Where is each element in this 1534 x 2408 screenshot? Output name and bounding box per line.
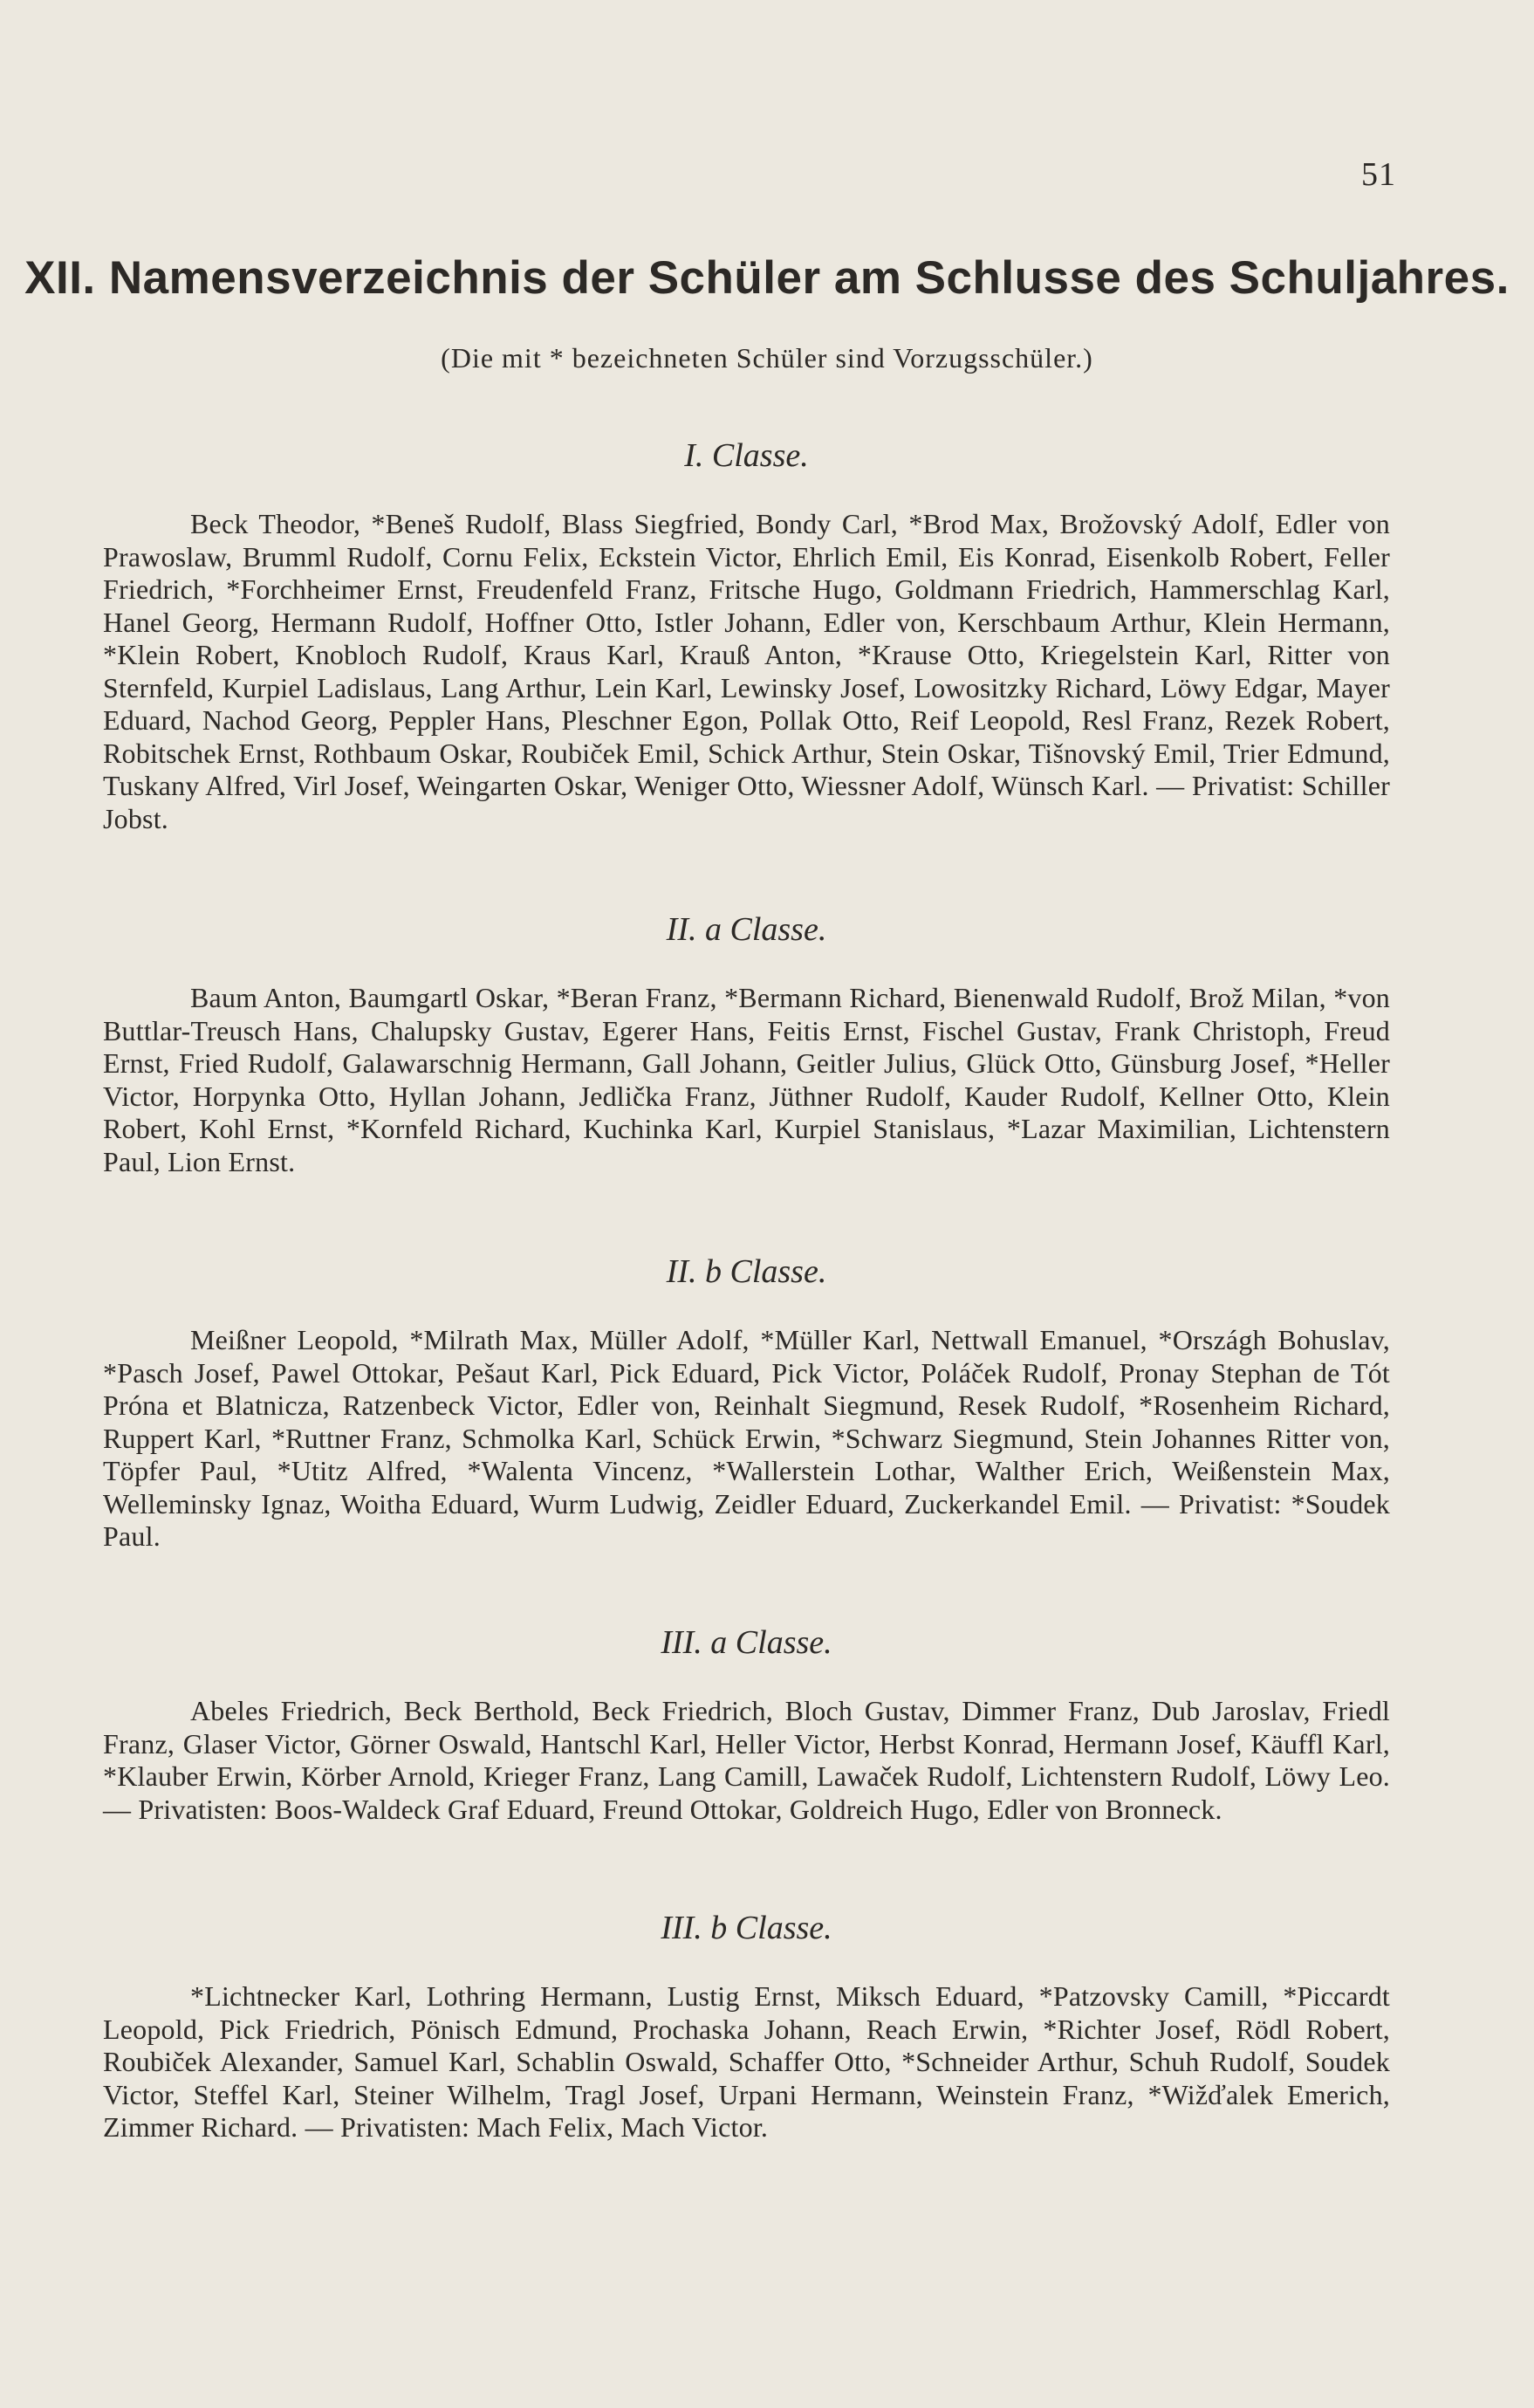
section-class-2a <box>103 910 1390 1178</box>
section-class-1 <box>103 436 1390 835</box>
section-title: III. a Classe. <box>661 1624 832 1661</box>
page-subtitle: (Die mit * bezeichneten Schüler sind Vorzugsschüler.) <box>441 342 1093 374</box>
section-body: *Lichtnecker Karl, Lothring Hermann, Lustig Ernst, Miksch Eduard, *Patzovsky Camill, *Piccardt Leopold, Pick Friedrich, Pönisch Edmund, Prochaska Johann, Reach Erwin, *Richter Josef, Rödl Robert, Roubiček Alexander, Samuel Karl, Schablin Oswald, Schaffer Otto, *Schneider Arthur, Schuh Rudolf, Soudek Victor, Steffel Karl, Steiner Wilhelm, Tragl Josef, Urpani Hermann, Weinstein Franz, *Wižďalek Emerich, Zimmer Richard. — Privatisten: Mach Felix, Mach Victor. <box>103 1980 1390 2143</box>
section-body: Meißner Leopold, *Milrath Max, Müller Adolf, *Müller Karl, Nettwall Emanuel, *Országh Bohuslav, *Pasch Josef, Pawel Ottokar, Pešaut Karl, Pick Eduard, Pick Victor, Poláček Rudolf, Pronay Stephan de Tót Próna et Blatnicza, Ratzenbeck Victor, Edler von, Reinhalt Siegmund, Resek Rudolf, *Rosenheim Richard, Ruppert Karl, *Ruttner Franz, Schmolka Karl, Schück Erwin, *Schwarz Siegmund, Stein Johannes Ritter von, Töpfer Paul, *Utitz Alfred, *Walenta Vincenz, *Wallerstein Lothar, Walther Erich, Weißenstein Max, Welleminsky Ignaz, Woitha Eduard, Wurm Ludwig, Zeidler Eduard, Zuckerkandel Emil. — Privatist: *Soudek Paul. <box>103 1324 1390 1552</box>
section-class-2b <box>103 1252 1390 1554</box>
section-title: I. Classe. <box>684 437 809 474</box>
section-title: II. a Classe. <box>666 911 827 948</box>
section-body: Abeles Friedrich, Beck Berthold, Beck Friedrich, Bloch Gustav, Dimmer Franz, Dub Jaroslav, Friedl Franz, Glaser Victor, Görner Oswald, Hantschl Karl, Heller Victor, Herbst Konrad, Hermann Josef, Käuffl Karl, *Klauber Erwin, Körber Arnold, Krieger Franz, Lang Camill, Lawaček Rudolf, Lichtenstern Rudolf, Löwy Leo. — Privatisten: Boos-Waldeck Graf Eduard, Freund Ottokar, Goldreich Hugo, Edler von Bronneck. <box>103 1695 1390 1825</box>
section-class-3a <box>103 1623 1390 1826</box>
page-heading: XII. Namensverzeichnis der Schüler am Schlusse des Schuljahres. <box>24 252 1510 304</box>
section-title: III. b Classe. <box>661 1910 832 1946</box>
section-body: Beck Theodor, *Beneš Rudolf, Blass Siegfried, Bondy Carl, *Brod Max, Brožovský Adolf, Edler von Prawoslaw, Brumml Rudolf, Cornu Felix, Eckstein Victor, Ehrlich Emil, Eis Konrad, Eisenkolb Robert, Feller Friedrich, *Forchheimer Ernst, Freudenfeld Franz, Fritsche Hugo, Goldmann Friedrich, Hammerschlag Karl, Hanel Georg, Hermann Rudolf, Hoffner Otto, Istler Johann, Edler von, Kerschbaum Arthur, Klein Hermann, *Klein Robert, Knobloch Rudolf, Kraus Karl, Krauß Anton, *Krause Otto, Kriegelstein Karl, Ritter von Sternfeld, Kurpiel Ladislaus, Lang Arthur, Lein Karl, Lewinsky Josef, Lowositzky Richard, Löwy Edgar, Mayer Eduard, Nachod Georg, Peppler Hans, Pleschner Egon, Pollak Otto, Reif Leopold, Resl Franz, Rezek Robert, Robitschek Ernst, Rothbaum Oskar, Roubiček Emil, Schick Arthur, Stein Oskar, Tišnovský Emil, Trier Edmund, Tuskany Alfred, Virl Josef, Weingarten Oskar, Weniger Otto, Wiessner Adolf, Wünsch Karl. — Privatist: Schiller Jobst. <box>103 508 1390 834</box>
section-title: II. b Classe. <box>666 1253 827 1290</box>
section-class-3b <box>103 1909 1390 2144</box>
section-body: Baum Anton, Baumgartl Oskar, *Beran Franz, *Bermann Richard, Bienenwald Rudolf, Brož Milan, *von Buttlar-Treusch Hans, Chalupsky Gustav, Egerer Hans, Feitis Ernst, Fischel Gustav, Frank Christoph, Freud Ernst, Fried Rudolf, Galawarschnig Hermann, Gall Johann, Geitler Julius, Glück Otto, Günsburg Josef, *Heller Victor, Horpynka Otto, Hyllan Johann, Jedlička Franz, Jüthner Rudolf, Kauder Rudolf, Kellner Otto, Klein Robert, Kohl Ernst, *Kornfeld Richard, Kuchinka Karl, Kurpiel Stanislaus, *Lazar Maximilian, Lichtenstern Paul, Lion Ernst. <box>103 982 1390 1177</box>
page-number: 51 <box>1361 156 1396 193</box>
